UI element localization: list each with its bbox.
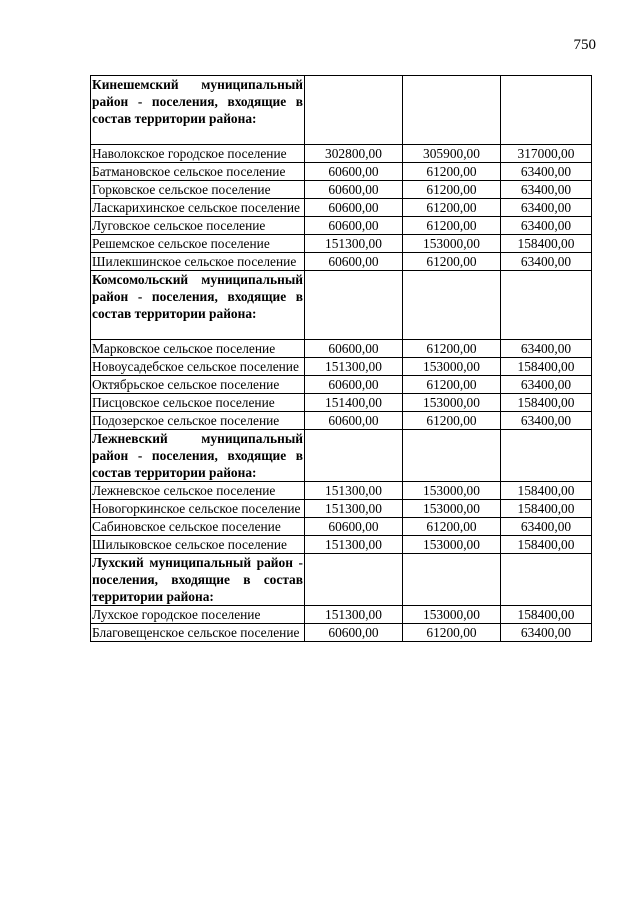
amount-year-2-cell xyxy=(403,554,501,606)
amount-year-3-cell: 158400,00 xyxy=(501,606,592,624)
table-row xyxy=(91,412,592,430)
settlement-name-cell: Сабиновское сельское поселение xyxy=(91,518,305,536)
amount-year-3-cell: 158400,00 xyxy=(501,536,592,554)
table-row xyxy=(91,340,592,358)
amount-year-3-cell xyxy=(501,271,592,340)
amount-year-2-cell: 61200,00 xyxy=(403,199,501,217)
table-row xyxy=(91,482,592,500)
settlement-name-cell: Шилекшинское сельское поселение xyxy=(91,253,305,271)
amount-year-2-cell: 61200,00 xyxy=(403,340,501,358)
settlement-name-cell: Марковское сельское поселение xyxy=(91,340,305,358)
amount-year-3-cell: 63400,00 xyxy=(501,624,592,642)
settlement-name-cell: Луговское сельское поселение xyxy=(91,217,305,235)
amount-year-3-cell: 317000,00 xyxy=(501,145,592,163)
amount-year-1-cell xyxy=(305,554,403,606)
amount-year-1-cell: 60600,00 xyxy=(305,181,403,199)
amount-year-1-cell: 60600,00 xyxy=(305,253,403,271)
amount-year-1-cell: 151300,00 xyxy=(305,482,403,500)
amount-year-1-cell xyxy=(305,76,403,145)
amount-year-2-cell: 153000,00 xyxy=(403,500,501,518)
amount-year-3-cell xyxy=(501,76,592,145)
amount-year-1-cell: 60600,00 xyxy=(305,340,403,358)
settlement-name-cell: Горковское сельское поселение xyxy=(91,181,305,199)
amount-year-3-cell: 158400,00 xyxy=(501,358,592,376)
table-row xyxy=(91,536,592,554)
table-row xyxy=(91,624,592,642)
settlement-name-cell: Лежневское сельское поселение xyxy=(91,482,305,500)
amount-year-3-cell: 63400,00 xyxy=(501,217,592,235)
settlement-name-cell: Наволокское городское поселение xyxy=(91,145,305,163)
table-row xyxy=(91,253,592,271)
amount-year-3-cell: 63400,00 xyxy=(501,518,592,536)
amount-year-1-cell: 151300,00 xyxy=(305,235,403,253)
amount-year-2-cell: 61200,00 xyxy=(403,624,501,642)
amount-year-3-cell xyxy=(501,554,592,606)
amount-year-2-cell: 61200,00 xyxy=(403,412,501,430)
amount-year-1-cell: 151300,00 xyxy=(305,500,403,518)
table-row xyxy=(91,217,592,235)
settlement-name-cell: Благовещенское сельское поселение xyxy=(91,624,305,642)
table-body xyxy=(91,76,592,642)
table-row xyxy=(91,199,592,217)
amount-year-2-cell: 305900,00 xyxy=(403,145,501,163)
amount-year-2-cell: 61200,00 xyxy=(403,181,501,199)
district-header-row xyxy=(91,271,592,340)
table-row xyxy=(91,394,592,412)
amount-year-3-cell: 158400,00 xyxy=(501,394,592,412)
budget-table xyxy=(90,75,592,642)
table-row xyxy=(91,145,592,163)
amount-year-1-cell: 60600,00 xyxy=(305,412,403,430)
amount-year-2-cell: 61200,00 xyxy=(403,376,501,394)
amount-year-1-cell: 151300,00 xyxy=(305,606,403,624)
table-row xyxy=(91,358,592,376)
amount-year-3-cell: 63400,00 xyxy=(501,376,592,394)
amount-year-1-cell xyxy=(305,271,403,340)
settlement-name-cell: Батмановское сельское поселение xyxy=(91,163,305,181)
amount-year-2-cell: 61200,00 xyxy=(403,253,501,271)
settlement-name-cell: Лухское городское поселение xyxy=(91,606,305,624)
amount-year-3-cell: 63400,00 xyxy=(501,181,592,199)
district-header-row xyxy=(91,76,592,145)
amount-year-1-cell: 302800,00 xyxy=(305,145,403,163)
amount-year-1-cell: 60600,00 xyxy=(305,163,403,181)
amount-year-1-cell: 151300,00 xyxy=(305,536,403,554)
amount-year-2-cell: 61200,00 xyxy=(403,163,501,181)
settlement-name-cell: Шилыковское сельское поселение xyxy=(91,536,305,554)
settlement-name-cell: Писцовское сельское поселение xyxy=(91,394,305,412)
amount-year-2-cell xyxy=(403,76,501,145)
amount-year-1-cell: 60600,00 xyxy=(305,518,403,536)
district-name-cell: Кинешемский муниципальный район - поселения, входящие в состав территории района: xyxy=(91,76,305,145)
amount-year-2-cell: 153000,00 xyxy=(403,536,501,554)
amount-year-1-cell: 60600,00 xyxy=(305,199,403,217)
table-row xyxy=(91,163,592,181)
settlement-name-cell: Новогоркинское сельское поселение xyxy=(91,500,305,518)
district-header-row xyxy=(91,430,592,482)
district-header-row xyxy=(91,554,592,606)
amount-year-3-cell: 63400,00 xyxy=(501,253,592,271)
settlement-name-cell: Решемское сельское поселение xyxy=(91,235,305,253)
district-name-cell: Лухский муниципальный район - поселения, входящие в состав территории района: xyxy=(92,555,303,604)
settlement-name-cell: Ласкарихинское сельское поселение xyxy=(91,199,305,217)
table-row xyxy=(91,606,592,624)
amount-year-3-cell xyxy=(501,430,592,482)
page-number: 750 xyxy=(573,37,596,53)
amount-year-2-cell: 153000,00 xyxy=(403,235,501,253)
table-row xyxy=(91,235,592,253)
amount-year-2-cell: 153000,00 xyxy=(403,394,501,412)
table-row xyxy=(91,376,592,394)
amount-year-3-cell: 63400,00 xyxy=(501,163,592,181)
amount-year-2-cell: 61200,00 xyxy=(403,518,501,536)
amount-year-2-cell xyxy=(403,430,501,482)
amount-year-2-cell: 153000,00 xyxy=(403,358,501,376)
amount-year-1-cell: 151400,00 xyxy=(305,394,403,412)
amount-year-3-cell: 63400,00 xyxy=(501,412,592,430)
amount-year-2-cell xyxy=(403,271,501,340)
amount-year-1-cell: 60600,00 xyxy=(305,217,403,235)
amount-year-3-cell: 63400,00 xyxy=(501,199,592,217)
amount-year-1-cell xyxy=(305,430,403,482)
settlement-name-cell: Подозерское сельское поселение xyxy=(91,412,305,430)
amount-year-1-cell: 60600,00 xyxy=(305,624,403,642)
amount-year-2-cell: 153000,00 xyxy=(403,606,501,624)
district-name-cell: Комсомольский муниципальный район - поселения, входящие в состав территории района: xyxy=(91,271,305,340)
amount-year-3-cell: 158400,00 xyxy=(501,500,592,518)
district-name-cell: Лежневский муниципальный район - поселения, входящие в состав территории района: xyxy=(92,431,303,480)
amount-year-3-cell: 158400,00 xyxy=(501,482,592,500)
amount-year-1-cell: 151300,00 xyxy=(305,358,403,376)
amount-year-1-cell: 60600,00 xyxy=(305,376,403,394)
settlement-name-cell: Октябрьское сельское поселение xyxy=(91,376,305,394)
table-row xyxy=(91,181,592,199)
amount-year-3-cell: 63400,00 xyxy=(501,340,592,358)
amount-year-2-cell: 61200,00 xyxy=(403,217,501,235)
table-row xyxy=(91,500,592,518)
table-row xyxy=(91,518,592,536)
amount-year-3-cell: 158400,00 xyxy=(501,235,592,253)
settlement-name-cell: Новоусадебское сельское поселение xyxy=(91,358,305,376)
amount-year-2-cell: 153000,00 xyxy=(403,482,501,500)
